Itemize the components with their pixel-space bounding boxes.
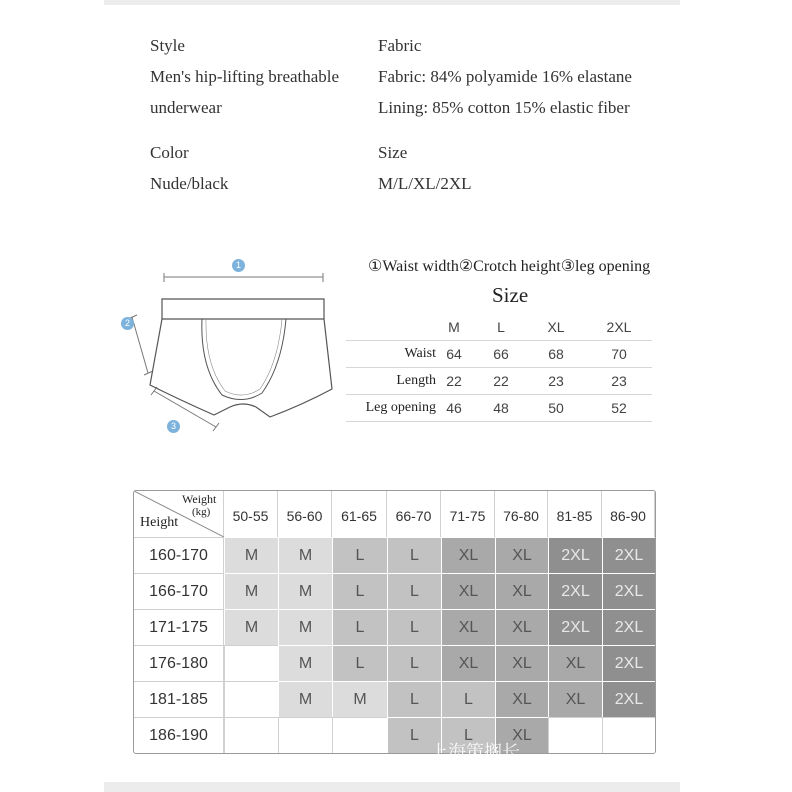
size-table-row <box>346 341 652 368</box>
size-cell: L <box>441 681 495 717</box>
size-cell: 2XL <box>548 573 602 609</box>
corner-kg-label: (kg) <box>192 506 211 518</box>
style-line-1: Men's hip-lifting breathable <box>150 67 340 86</box>
weight-header: 86-90 <box>602 491 655 537</box>
row-value: 68 <box>548 346 564 362</box>
weight-header: 56-60 <box>278 491 332 537</box>
size-cell: 2XL <box>602 609 655 645</box>
style-line-2: underwear <box>150 98 222 117</box>
badge-crotch: 2 <box>121 317 134 330</box>
row-value: 48 <box>493 400 509 416</box>
size-cell: 2XL <box>602 681 655 717</box>
leg-dimension-tick <box>213 423 219 431</box>
size-cell: L <box>332 609 387 645</box>
measurement-legend: ①Waist width②Crotch height③leg opening <box>368 258 651 275</box>
size-cell: XL <box>495 681 548 717</box>
size-cell: 2XL <box>548 537 602 573</box>
watermark-text: 上海策搁长 <box>430 742 520 763</box>
size-cell: L <box>332 573 387 609</box>
corner-cell <box>134 491 224 537</box>
size-col-header: 2XL <box>606 319 632 335</box>
color-block <box>150 137 228 199</box>
weight-header: 71-75 <box>441 491 495 537</box>
size-col-header: L <box>497 319 505 335</box>
corner-weight-label: Weight <box>182 492 217 506</box>
fabric-block <box>378 30 632 123</box>
underwear-diagram <box>110 255 340 440</box>
size-table-header <box>346 314 652 341</box>
weight-header: 81-85 <box>548 491 602 537</box>
badge-waist: 1 <box>232 259 245 272</box>
weight-header: 76-80 <box>495 491 548 537</box>
size-cell: XL <box>495 717 548 753</box>
size-cell <box>224 681 278 717</box>
row-label: Length <box>396 373 436 388</box>
size-cell: L <box>387 717 441 753</box>
weight-header: 50-55 <box>224 491 278 537</box>
row-value: 52 <box>611 400 627 416</box>
size-cell: M <box>278 681 332 717</box>
size-cell <box>278 717 332 753</box>
size-cell <box>224 645 278 681</box>
row-value: 64 <box>446 346 462 362</box>
size-cell: XL <box>495 645 548 681</box>
size-value: M/L/XL/2XL <box>378 174 472 193</box>
height-header: 186-190 <box>134 717 224 753</box>
leg-dimension-line <box>154 391 216 427</box>
size-cell: L <box>387 609 441 645</box>
brief-body-outline <box>150 319 332 417</box>
size-cell: XL <box>441 537 495 573</box>
size-cell <box>548 717 602 753</box>
corner-height-label: Height <box>140 515 179 530</box>
pouch-seam <box>202 319 286 400</box>
size-cell: M <box>224 609 278 645</box>
top-divider <box>104 0 680 5</box>
style-block <box>150 30 339 123</box>
size-cell: M <box>278 537 332 573</box>
row-label: Leg opening <box>365 400 436 415</box>
row-value: 50 <box>548 400 564 416</box>
waistband-outline <box>162 299 324 319</box>
size-cell: M <box>332 681 387 717</box>
size-table-title: Size <box>492 283 529 307</box>
row-value: 23 <box>611 373 627 389</box>
size-cell: 2XL <box>602 645 655 681</box>
bottom-divider <box>104 782 680 792</box>
height-header: 171-175 <box>134 609 224 645</box>
size-col-header: M <box>448 319 460 335</box>
weight-header: 61-65 <box>332 491 387 537</box>
size-cell: XL <box>441 609 495 645</box>
height-header: 160-170 <box>134 537 224 573</box>
size-cell: M <box>278 645 332 681</box>
weight-header: 66-70 <box>387 491 441 537</box>
size-cell: M <box>224 537 278 573</box>
pouch-inner-seam <box>206 319 282 395</box>
size-block <box>378 137 472 199</box>
size-cell: XL <box>441 573 495 609</box>
size-col-header: XL <box>547 319 565 335</box>
color-value: Nude/black <box>150 174 229 193</box>
badge-leg: 3 <box>167 420 180 433</box>
weight-height-chart <box>133 490 656 754</box>
size-cell: L <box>387 645 441 681</box>
row-value: 22 <box>446 373 462 389</box>
size-cell: 2XL <box>602 537 655 573</box>
size-cell: XL <box>441 645 495 681</box>
size-table <box>346 314 652 422</box>
height-header: 181-185 <box>134 681 224 717</box>
row-value: 66 <box>493 346 509 362</box>
size-table-row <box>346 395 652 422</box>
fabric-line-2: Lining: 85% cotton 15% elastic fiber <box>378 98 630 117</box>
size-cell: XL <box>495 573 548 609</box>
style-label: Style <box>150 36 185 55</box>
color-label: Color <box>150 143 189 162</box>
size-cell: L <box>441 717 495 753</box>
size-cell: L <box>332 645 387 681</box>
size-cell: XL <box>495 537 548 573</box>
fabric-label: Fabric <box>378 36 422 55</box>
size-cell <box>224 717 278 753</box>
height-header: 166-170 <box>134 573 224 609</box>
row-value: 23 <box>548 373 564 389</box>
height-header: 176-180 <box>134 645 224 681</box>
size-label: Size <box>378 143 408 162</box>
size-cell: XL <box>548 645 602 681</box>
row-value: 70 <box>611 346 627 362</box>
size-table-row <box>346 368 652 395</box>
size-cell: L <box>332 537 387 573</box>
row-value: 46 <box>446 400 462 416</box>
size-cell: XL <box>548 681 602 717</box>
size-cell: L <box>387 537 441 573</box>
size-cell <box>332 717 387 753</box>
fabric-line-1: Fabric: 84% polyamide 16% elastane <box>378 67 632 86</box>
size-cell: M <box>278 573 332 609</box>
size-cell: XL <box>495 609 548 645</box>
row-label: Waist <box>404 346 436 361</box>
row-value: 22 <box>493 373 509 389</box>
size-cell: L <box>387 681 441 717</box>
crotch-dimension-line <box>132 317 148 373</box>
size-cell: L <box>387 573 441 609</box>
size-cell: 2XL <box>602 573 655 609</box>
size-cell: M <box>278 609 332 645</box>
size-cell <box>602 717 655 753</box>
size-cell: M <box>224 573 278 609</box>
size-cell: 2XL <box>548 609 602 645</box>
